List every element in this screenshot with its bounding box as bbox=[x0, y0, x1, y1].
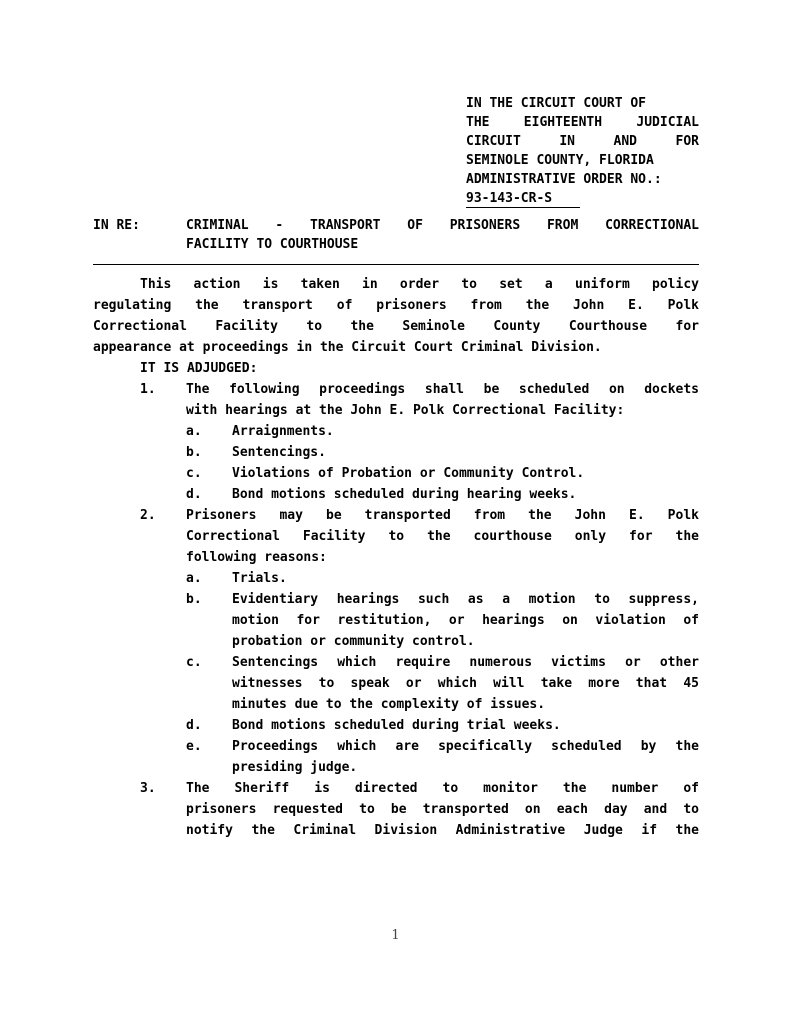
subitem-text: presiding judge. bbox=[232, 760, 358, 775]
heading-divider bbox=[93, 264, 699, 265]
subitem-letter: c. bbox=[186, 466, 202, 481]
caption-line: IN THE CIRCUIT COURT OF bbox=[466, 96, 647, 111]
in-re-line: FACILITY TO COURTHOUSE bbox=[186, 237, 359, 252]
page-number: 1 bbox=[391, 928, 400, 943]
item-text: with hearings at the John E. Polk Correctional Facility: bbox=[186, 403, 625, 418]
item-text: Prisoners may be transported from the John E. Polk bbox=[186, 508, 699, 523]
in-re-subject bbox=[186, 216, 699, 254]
subitem-letter: e. bbox=[186, 739, 202, 754]
subitem-text: Sentencings. bbox=[232, 445, 326, 460]
order-body bbox=[93, 274, 699, 841]
subitem-letter: a. bbox=[186, 571, 202, 586]
caption-line: SEMINOLE COUNTY, FLORIDA bbox=[466, 153, 654, 168]
subitem-text: Arraignments. bbox=[232, 424, 334, 439]
subitem-letter: a. bbox=[186, 424, 202, 439]
item-text: Correctional Facility to the courthouse only for the bbox=[186, 529, 699, 544]
preamble-line: regulating the transport of prisoners from the John E. Polk bbox=[93, 298, 699, 313]
item-text: prisoners requested to be transported on each day and to bbox=[186, 802, 699, 817]
subitem-text: Proceedings which are specifically scheduled by the bbox=[232, 739, 699, 754]
subitem-text: Trials. bbox=[232, 571, 287, 586]
court-caption bbox=[466, 94, 699, 208]
subitem-text: motion for restitution, or hearings on violation of bbox=[232, 613, 699, 628]
item-number: 2. bbox=[140, 508, 156, 523]
in-re-line: CRIMINAL - TRANSPORT OF PRISONERS FROM CORRECTIONAL bbox=[186, 218, 699, 233]
subitem-text: Evidentiary hearings such as a motion to suppress, bbox=[232, 592, 699, 607]
in-re-label: IN RE: bbox=[93, 218, 140, 233]
item-text: following reasons: bbox=[186, 550, 327, 565]
subitem-letter: d. bbox=[186, 487, 202, 502]
order-number: 93-143-CR-S bbox=[466, 190, 580, 208]
subitem-text: Violations of Probation or Community Control. bbox=[232, 466, 585, 481]
subitem-letter: d. bbox=[186, 718, 202, 733]
caption-line: ADMINISTRATIVE ORDER NO.: bbox=[466, 172, 662, 187]
item-number: 1. bbox=[140, 382, 156, 397]
caption-line: CIRCUIT IN AND FOR bbox=[466, 134, 699, 149]
subitem-text: Bond motions scheduled during trial weeks. bbox=[232, 718, 561, 733]
subitem-text: minutes due to the complexity of issues. bbox=[232, 697, 546, 712]
in-re-heading bbox=[93, 216, 699, 256]
subitem-text: Sentencings which require numerous victims or other bbox=[232, 655, 699, 670]
subitem-letter: b. bbox=[186, 445, 202, 460]
item-number: 3. bbox=[140, 781, 156, 796]
adjudged-heading: IT IS ADJUDGED: bbox=[140, 361, 258, 376]
subitem-letter: b. bbox=[186, 592, 202, 607]
preamble-line: appearance at proceedings in the Circuit Court Criminal Division. bbox=[93, 340, 602, 355]
item-text: The Sheriff is directed to monitor the number of bbox=[186, 781, 699, 796]
subitem-text: witnesses to speak or which will take more that 45 bbox=[232, 676, 699, 691]
item-text: The following proceedings shall be scheduled on dockets bbox=[186, 382, 699, 397]
preamble-line: This action is taken in order to set a uniform policy bbox=[140, 277, 699, 292]
item-text: notify the Criminal Division Administrative Judge if the bbox=[186, 823, 699, 838]
preamble-line: Correctional Facility to the Seminole County Courthouse for bbox=[93, 319, 699, 334]
subitem-text: Bond motions scheduled during hearing weeks. bbox=[232, 487, 577, 502]
subitem-letter: c. bbox=[186, 655, 202, 670]
subitem-text: probation or community control. bbox=[232, 634, 475, 649]
caption-line: THE EIGHTEENTH JUDICIAL bbox=[466, 115, 699, 130]
